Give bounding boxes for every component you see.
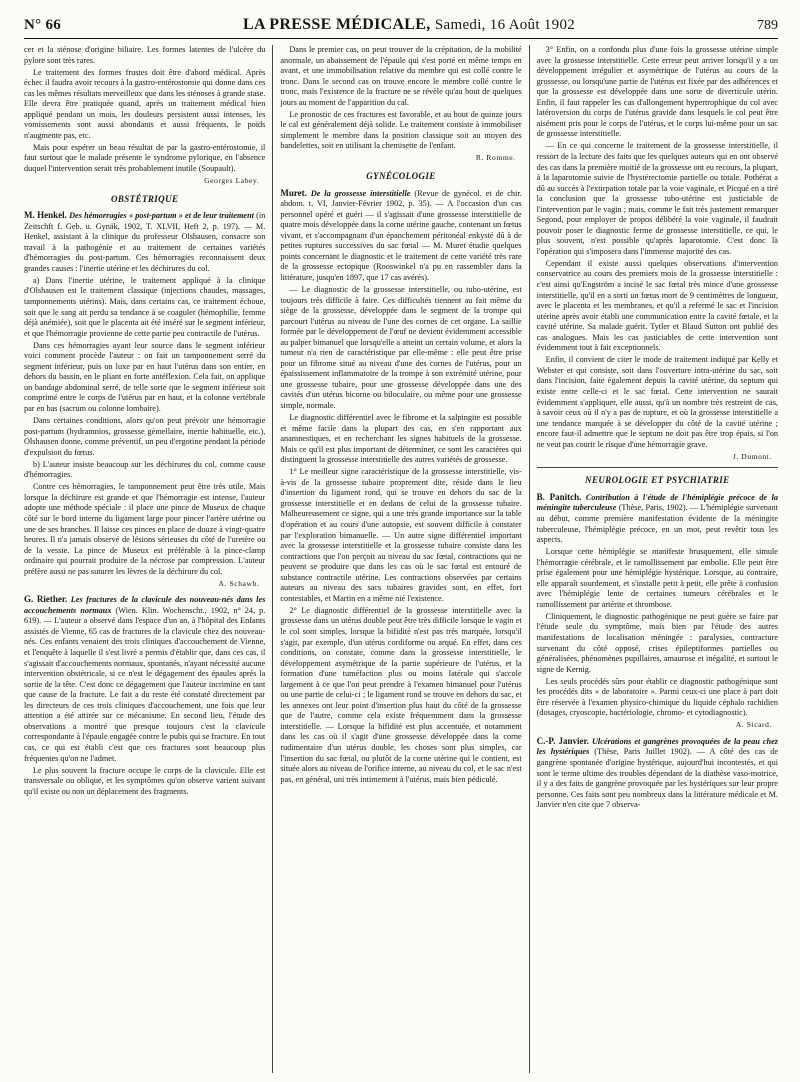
article-title: Contribution à l'étude de l'hémiplégie précoce de la méningite tuberculeuse (536, 492, 778, 513)
paragraph: Dans ces hémorragies ayant leur source dans le segment inférieur voici comment procède l'auteur : on fait un tamponnement serré du segment inférieur, puis on luxe par en haut l'utérus dans son entier, en dehors du bassin, en le pliant en forte antéflexion. Cela fait, on applique un bandage abdominal serré, de telle sorte que le segment inférieur soit comprimé entre le corps de l'utérus par en haut, et la colonne vertébrale par en bas (sacrum ou colonne lombaire). (24, 340, 266, 413)
paragraph: — En ce qui concerne le traitement de la grossesse interstitielle, il ressort de la lecture des faits que les quelques auteurs qui en ont observé des cas dans la première moitié de la grossesse ont eu recours, la plupart, à la laparotomie suivie de l'hystérectomie partielle ou totale. Pothérat a dû au succès à l'extirpation totale par la voie vaginale, et Picqué en a tiré la conclusion que la grossesse tubo-utérine est justiciable de l'intervention par le vagin ; mais, comme le fait très justement remarquer Segond, pour employer de propos délibéré la voie vaginale, il faudrait pouvoir poser le diagnostic ferme de grossesse interstitielle, ce qui, le plus souvent, n'est possible qu'après laparotomie. C'est donc là l'opération qui s'imposera dans l'immense majorité des cas. (536, 141, 778, 256)
article-body: (Revue de gynécol. et de chir. abdom. t. VI, Janvier-Février 1902, p. 35). — A l'occasion d'un cas personnel opéré et guéri — il s'agissait d'une grossesse interstitielle de quatre mois développée dans la corne utérine gauche, contenant un fœtus vivant, et s'accompagnant d'un épanchement péritonéal enkysté dû à de petites ruptures successives du sac fœtal — M. Muret étudie quelques points concernant le diagnostic et le traitement de cette variété très rare de la grossesse ectopique (Rooswinkel n'a pu en rassembler dans la littérature, jusqu'en 1897, que 17 cas avérés). (280, 188, 522, 282)
article-author: G. Riether. (24, 594, 68, 605)
paragraph: Le diagnostic différentiel avec le fibrome et la salpingite est possible et même facile dans la plupart des cas, en s'en rapportant aux anamnestiques, et en recherchant les signes habituels de la grossesse. Mais ce qu'il est plus important de déterminer, ce sont les caractères qui distinguent la grossesse interstitielle des autres variétés de grossesse. (280, 413, 522, 465)
paragraph: 3° Enfin, on a confondu plus d'une fois la grossesse utérine simple avec la grossesse interstitielle. Cette erreur peut arriver lorsqu'il y a un développement irrégulier et asymétrique de l'utérus au cours de la grossesse, ou lorsqu'une partie de l'utérus est fixée par des adhérences et que la grossesse est développée dans une sorte de diverticule utérin. Enfin, il faut rappeler les cas d'allongement hypertrophique du col avec latéroversion du corps de l'utérus gravide dans lesquels le col peut être aisément pris pour le corps de l'utérus, et le corps lui-même pour un sac de grossesse interstitielle. (536, 45, 778, 139)
paragraph: a) Dans l'inertie utérine, le traitement appliqué à la clinique d'Olshausen est le traitement classique (injections chaudes, massages, tamponnements utérins). Mais, dans certains cas, ce traitement échoue, soit que le sang ait perdu sa tendance à se coaguler (hémophilie, femme déjà anémiée), soit que le placenta ait été inséré sur le segment inférieur, et que l'hémorragie provienne de cette partie peu contractile de l'utérus. (24, 275, 266, 338)
issue-number: N° 66 (24, 17, 62, 33)
paragraph: cer et la sténose d'origine biliaire. Les formes latentes de l'ulcère du pylore sont très rares. (24, 45, 266, 65)
article-body: (Wien. Klin. Wochenschr., 1902, n° 24, p. 619). — L'auteur a observé dans l'espace d'un an, à l'hôpital des Enfants assistés de Vienne, 65 cas de fractures de la clavicule chez des nouveau-nés. Ces enfants venaient des trois cliniques d'accouchement de Vienne, et l'enquête à laquelle il s'est livré a permis d'établir que, dans ces cas, il s'agissait d'accouchements normaux, spontanés, n'ayant nécessité aucune intervention obstétricale, si ce n'est le dégagement des épaules après la sortie de la tête. C'est donc ce dégagement que l'auteur incrimine en tant que cause de la fracture. Le fait a du reste été constaté directement par les directeurs de ces trois cliniques d'accouchement, une fois que leur attention a été attirée sur ce mécanisme. En second lieu, l'étude des observations a montré que presque toujours c'est la clavicule correspondante à l'épaule engagée contre le pubis qui se fracture. En tout cas, ce qui est établi c'est que ces fractures sont beaucoup plus fréquentes qu'on ne l'admet. (24, 605, 266, 763)
paragraph: Contre ces hémorragies, le tamponnement peut être très utile. Mais lorsque la déchirure est grande et que l'hémorragie est intense, l'auteur adopte une méthode spéciale : il place une pince de Museux de chaque côté sur le bord interne du ligament large pour pincer l'artère utérine ou une de ses branches. Il laisse ces pinces en place de douze à vingt-quatre heures. Il n'a jamais observé de lésions sérieuses du côté de l'uretère ou de la vessie. La pince de Museux est préférable à la pince-clamp ordinaire qui pourrait produire de la nécrose par compression. L'auteur préfère aussi ne pas suturer les lèvres de la déchirure du col. (24, 482, 266, 576)
signature: J. Dumont. (732, 451, 772, 461)
article-title: Les fractures de la clavicule des nouveau-nés dans les accouchements normaux (24, 595, 266, 615)
column-2 (272, 45, 521, 1073)
article-author: M. Henkel. (24, 210, 67, 221)
section-heading-gynecologie: GYNÉCOLOGIE (366, 171, 436, 182)
page-number: 789 (756, 18, 778, 33)
divider (537, 467, 778, 468)
article-author: B. Panitch. (536, 491, 582, 502)
paragraph: Mais pour espérer un beau résultat de par la gastro-entérostomie, il faut surtout que le malade présente le syndrome pylorique, en l'absence duquel l'intervention serait très probablement inutile (Soupault). (24, 142, 266, 174)
paragraph: Le traitement des formes frustes doit être d'abord médical. Après échec il faudra avoir recours à la gastro-entérostomie qui donne dans ces cas les mêmes résultats merveilleux que dans les sténoses à grande stase. Elle devra être pratiquée quand, après un traitement médical bien appliqué pendant un mois, les douleurs persistent aussi intenses, les vomissements sont aussi abondants et aussi fréquents, le poids n'augmente pas, etc. (24, 67, 266, 140)
article-author: C.-P. Janvier. (536, 735, 589, 746)
article-body: (in Zeitschft f. Geb. u. Gynäk, 1902, T. XLVII, Heft 2, p. 197). — M. Henkel, assistant à la clinique du professeur Olshausen, consacre son travail à la pathogénie et au traitement de certaines variétés d'hémorragies du post-partum. Ces hémorragies reconnaissent deux grandes causes : l'inertie utérine et les déchirures du col. (24, 211, 266, 273)
paragraph: Lorsque cette hémiplégie se manifeste brusquement, elle simule l'hémorragie cérébrale, et le ramollissement par embolie. Elle peut être prise également pour une hémiplégie hystérique. Lorsque, au contraire, elle apparaît sourdement, et s'installe petit à petit, elle prête à confusion avec l'hémiplégie lente de certaines tumeurs cérébrales et le ramollissement par artérite et thrombose. (536, 547, 778, 609)
journal-title (243, 16, 575, 34)
signature: A. Sicard. (735, 720, 772, 730)
signature: A. Schawb. (218, 578, 260, 588)
journal-name: LA PRESSE MÉDICALE, (243, 16, 431, 33)
column-3 (529, 45, 778, 1073)
paragraph: Enfin, il convient de citer le mode de traitement indiqué par Kelly et Webster et qui consiste, soit dans l'ouverture intra-utérine du sac, soit dans l'incision, faite également depuis la cavité utérine, du septum qui existe entre celle-ci et le sac fœtal. Cette intervention ne saurait évidemment s'appliquer, elle aussi, qu'à un nombre très restreint de cas, à savoir ceux où il n'y a pas de rupture, et où la grossesse interstitielle a une tendance marquée à se développer du côté de la cavité utérine ; encore faut-il admettre que le septum ne doit pas être trop épais, si l'on ne veut pas courir le risque d'une hémorragie grave. (536, 355, 778, 449)
paragraph: — Le diagnostic de la grossesse interstitielle, ou tubo-utérine, est toujours très difficile à faire. Ces difficultés tiennent au fait même du siège de la grossesse, développée dans le segment de la trompe qui parcourt l'utérus au niveau de l'une des cornes de cet organe. La saillie formée par le développement de l'œuf ne devient évidemment accessible au palper bimanuel que lorsqu'elle a atteint un certain volume, et alors la tumeur n'a rien de caractéristique par elle-même : elle peut être prise pour un fibrome situé au niveau d'une des cornes de l'utérus, pour un épaississement inflammatoire de la trompe à son extrémité utérine, pour une grossesse tubaire, pour une grossesse développée dans une des cavités d'un utérus bicorne ou biloculaire, ou même pour une grossesse simple, normale. (280, 284, 522, 410)
paragraph: 2° Le diagnostic différentiel de la grossesse interstitielle avec la grossesse dans un utérus double peut être très difficile lorsque le vagin et le col sont simples, lorsque la bifidité n'est pas très marquée, lorsqu'il s'agit, par exemple, d'un utérus cordiforme ou arqué. En effet, dans ces conditions, on constate, comme dans la grossesse interstitielle, le développement asymétrique de la partie supérieure de l'utérus, et la formation d'une tuméfaction plus ou moins latérale qui s'accole largement à ce que l'on peut prendre à l'examen bimanuel pour l'utérus ou une partie de celui-ci ; le ligament rond se trouve en dehors du sac, et les annexes ont leur point d'insertion plus haut du côté de la grossesse que de l'autre, comme cela existe fréquemment dans la grossesse interstitielle. — Lorsque la bifidité est plus accentuée, et notamment dans les cas où il s'agit d'une grossesse développée dans la corne rudimentaire d'un utérus double, les choses sont plus simples, car l'insertion du sac fœtal, ou plutôt de la corne utérine qui le contient, est située alors au niveau de l'orifice interne, au niveau du col, et le sac n'est pas, en général, uni très intimement à l'utérus, mais bien pédiculé. (280, 605, 522, 784)
paragraph: Le plus souvent la fracture occupe le corps de la clavicule. Elle est transversale ou oblique, et les symptômes qu'on observe varient suivant qu'il existe ou non un déplacement des fragments. (24, 765, 266, 796)
columns (24, 45, 778, 1073)
issue-date: Samedi, 16 Août 1902 (434, 17, 576, 33)
column-1 (24, 45, 265, 1073)
signature: Georges Labey. (204, 176, 260, 186)
article-body: (Thèse, Paris Juillet 1902). — A côté des cas de gangrène spontanée d'origine hystérique, aujourd'hui incontestés, et qui sont le terme ultime des troubles dépendant de la diathèse vaso-motrice, il y a des faits de gangrène provoquée par les hystériques sur leur propre personne. Ces faits sont peu nombreux dans la littérature médicale et M. Janvier n'en cite que 7 observa- (536, 747, 778, 810)
section-heading-neurologie: NEUROLOGIE ET PSYCHIATRIE (585, 475, 730, 486)
paragraph: Les seuls procédés sûrs pour établir ce diagnostic pathogénique sont les procédés dits « de laboratoire ». Parmi ceux-ci une place à part doit être réservée à l'examen physico-chimique du liquide céphalo rachidien (dosages, cryoscopie, bactériologie, chromo- et cytodiagnostic). (536, 676, 778, 718)
paragraph: b) L'auteur insiste beaucoup sur les déchirures du col, comme cause d'hémorragies. (24, 459, 266, 480)
paragraph: Le pronostic de ces fractures est favorable, et au bout de quinze jours le cal est généralement déjà solide. Le traitement consiste à immobiliser simplement le membre dans la position classique soit au moyen des bandelettes, soit en utilisant la chemisette de l'enfant. (280, 109, 522, 151)
paragraph: Dans le premier cas, on peut trouver de la crépitation, de la mobilité anormale, un abaissement de l'épaule qui s'est porté en même temps en avant, et une immobilisation relative du membre qui est collé contre le tronc. Dans le second cas on trouve encore le membre collé contre le tronc, mais l'existence de la fracture ne se révèle qu'au bout de quelques jours au moment de l'apparition du cal. (280, 45, 522, 107)
article-janvier (537, 736, 778, 811)
paragraph: Cependant il existe aussi quelques observations d'intervention conservatrice au cours des premiers mois de la grossesse interstitielle : c'est ainsi qu'Engström a incisé le sac fœtal très mince d'une grossesse interstitielle, qu'il en a sorti un fœtus mort de 9 centimètres de longueur, avec le placenta et les membranes, et qu'il a refermé le sac et l'incision utérine après avoir établi une communication entre la cavité fœtale, et la cavité utérine. Sa malade guérit. Tytler et Blaud Sutton ont publié des cas analogues. Mais les cas justiciables de cette intervention sont évidemment tout à fait exceptionnels. (536, 258, 778, 353)
paragraph: Cliniquement, le diagnostic pathogénique ne peut guère se faire par l'étude seule du symptôme, mais bien par l'étude des autres manifestations de localisation méningée : paralysies, contracture survenant du côté opposé, crises épileptiformes partielles ou généralisées, phénomènes pupillaires, amaurose et inégalité, et surtout le signe de Kernig. (536, 611, 778, 674)
article-author: Muret. (280, 187, 307, 198)
article-title: De la grossesse interstitielle (310, 188, 411, 198)
article-body: (Thèse, Paris, 1902). — L'hémiplégie survenant au début, comme première manifestation évidente de la méningite tuberculeuse, l'hémiplégie précoce, en un mot, peut revêtir tous les aspects. (536, 503, 778, 545)
article-henkel (24, 210, 265, 274)
article-riether (24, 594, 265, 764)
paragraph: 1° Le meilleur signe caractéristique de la grossesse interstitielle, vis-à-vis de la grossesse tubaire proprement dite, réside dans le lieu d'insertion du ligament rond, qui se trouve en dehors du sac de la grossesse interstitielle et en dedans de celui de la grossesse tubaire. Malheureusement ce signe, qui a une très grande importance sur la table d'opération et au cours d'une autopsie, est souvent difficile à constater par l'exploration bimanuelle. — Un autre signe différentiel important avec la grossesse interstitielle et la grossesse tubaire consiste dans les contractions que l'on perçoit au niveau du sac fœtal, contractions qui ne peuvent se produire que dans les cas où le sac fœtal est entouré de substance contractile utérine. Les contractions observées par certains auteurs au niveau des sacs tubaires gravides sont, en effet, fort contestables, et Martin en a même nié l'existence. (280, 467, 522, 603)
section-heading-obstetrique: OBSTÉTRIQUE (110, 193, 179, 204)
running-head (24, 16, 778, 34)
paragraph: Dans certaines conditions, alors qu'on peut prévoir une hémorragie post-partum (hydramnios, grossesse gémellaire, inertie habituelle, etc.), Olshausen donne, comme préventif, un peu d'ergotine pendant la période d'expulsion du fœtus. (24, 416, 266, 457)
article-muret (280, 188, 521, 284)
header-rule (24, 38, 778, 39)
article-title: Ulcérations et gangrènes provoquées de la peau chez les hystériques (536, 736, 778, 757)
article-title: Des hémorragies « post-partum » et de leur traitement (69, 211, 254, 221)
article-panitch (537, 492, 778, 546)
signature: R. Romme. (475, 153, 516, 163)
